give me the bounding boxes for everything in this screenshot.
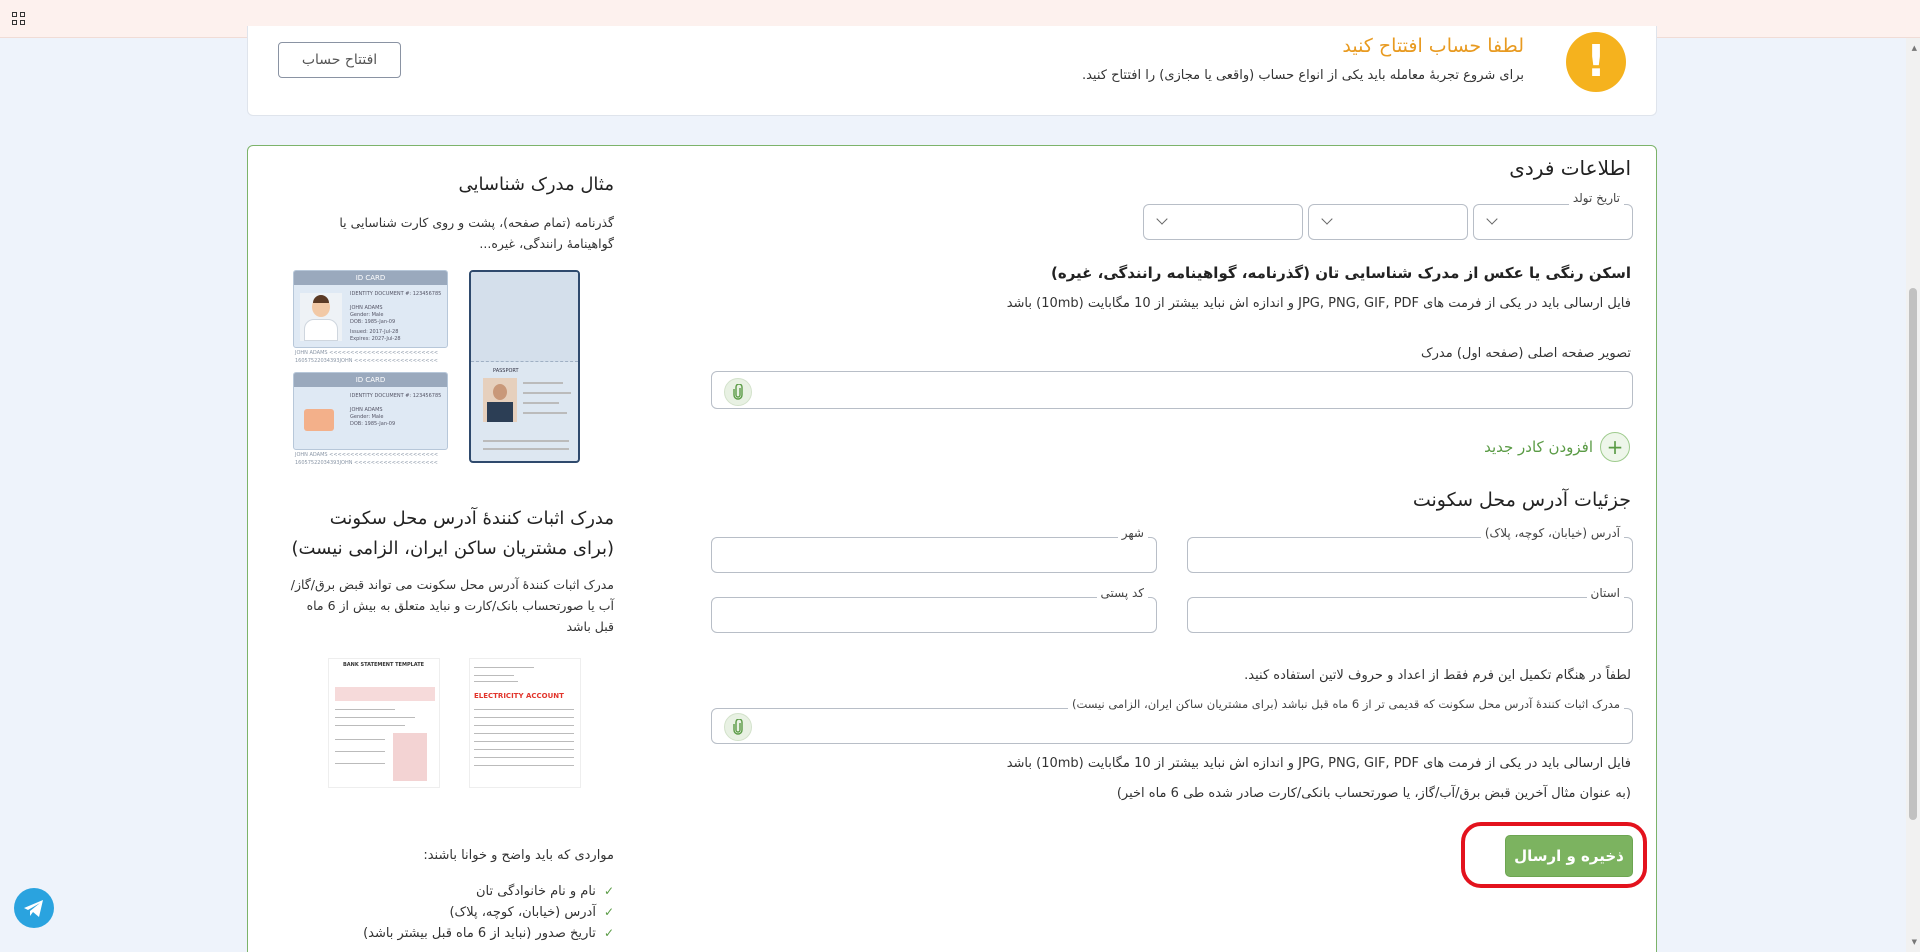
checklist-item: ✓نام و نام خانوادگی تان bbox=[475, 884, 614, 899]
main-page-label: تصویر صفحه اصلی (صفحه اول) مدرک bbox=[1421, 346, 1631, 361]
birth-date-label: تاریخ تولد bbox=[1569, 191, 1624, 205]
personal-info-title: اطلاعات فردی bbox=[1509, 156, 1631, 180]
save-submit-button[interactable]: ذخیره و ارسال bbox=[1505, 835, 1633, 877]
id-example-text: گذرنامه (تمام صفحه)، پشت و روی کارت شناسایی یا گواهینامهٔ رانندگی، غیره... bbox=[339, 215, 614, 251]
checklist-title: مواردی که باید واضح و خوانا باشند: bbox=[423, 848, 614, 863]
postal-code-label: کد پستی bbox=[1097, 586, 1149, 600]
city-label: شهر bbox=[1118, 526, 1148, 540]
bank-statement-image: BANK STATEMENT TEMPLATE bbox=[328, 658, 440, 788]
street-label: آدرس (خیابان، کوچه، پلاک) bbox=[1481, 526, 1624, 540]
id-card-back-image: ID CARD IDENTITY DOCUMENT #: 123456785 JOHN ADAMS Gender: Male DOB: 1985-Jan-09 bbox=[293, 372, 448, 450]
check-icon: ✓ bbox=[603, 884, 614, 898]
paperclip-icon[interactable] bbox=[724, 378, 752, 406]
address-proof-upload[interactable] bbox=[711, 708, 1633, 744]
passport-image: PASSPORT bbox=[469, 270, 580, 463]
street-input[interactable] bbox=[1187, 537, 1633, 573]
birth-day-select[interactable] bbox=[1473, 204, 1633, 240]
province-input[interactable] bbox=[1187, 597, 1633, 633]
check-icon: ✓ bbox=[603, 926, 614, 940]
telegram-icon[interactable] bbox=[14, 888, 54, 928]
scroll-down-icon[interactable]: ▼ bbox=[1911, 938, 1917, 946]
notice-text: برای شروع تجربهٔ معامله باید یکی از انواع حساب (واقعی یا مجازی) را افتتاح کنید. bbox=[1081, 68, 1524, 83]
scrollbar-thumb[interactable] bbox=[1909, 288, 1917, 820]
city-input[interactable] bbox=[711, 537, 1157, 573]
id-card-mrz-4: 16057522034393JOHN <<<<<<<<<<<<<<<<<<<< bbox=[295, 460, 438, 466]
address-title: جزئیات آدرس محل سکونت bbox=[1412, 489, 1631, 511]
scroll-up-icon[interactable]: ▲ bbox=[1911, 44, 1917, 52]
checklist-item: ✓آدرس (خیابان، کوچه، پلاک) bbox=[449, 905, 614, 920]
verification-form-card bbox=[247, 145, 1657, 952]
warning-icon: ! bbox=[1566, 32, 1626, 92]
notice-title: لطفا حساب افتتاح کنید bbox=[1342, 35, 1524, 57]
id-example-title: مثال مدرک شناسایی bbox=[458, 174, 614, 195]
id-card-front-image: ID CARD IDENTITY DOCUMENT #: 123456785 JOHN ADAMS Gender: Male DOB: 1985-Jan-09 Issued: 2017-Jul-28 Expires: 2027-Jul-28 bbox=[293, 270, 448, 348]
id-scan-formats: فایل ارسالی باید در یکی از فرمت های JPG, PNG, GIF, PDF و اندازه اش نباید بیشتر از 10 مگابایت (10mb) باشد bbox=[1006, 296, 1631, 311]
add-frame-plus-icon[interactable]: + bbox=[1600, 432, 1630, 462]
birth-month-select[interactable] bbox=[1308, 204, 1468, 240]
birth-year-select[interactable] bbox=[1143, 204, 1303, 240]
address-proof-example: (به عنوان مثال آخرین قبض برق/آب/گاز، یا صورتحساب بانکی/کارت صادر شده طی 6 ماه اخیر) bbox=[1116, 786, 1631, 801]
id-card-mrz-2: 16057522034393JOHN <<<<<<<<<<<<<<<<<<<< bbox=[295, 358, 438, 364]
id-card-mrz-1: JOHN ADAMS <<<<<<<<<<<<<<<<<<<<<<<<<< bbox=[295, 350, 439, 356]
apps-grid-icon[interactable] bbox=[12, 12, 26, 26]
open-account-notice bbox=[247, 26, 1657, 116]
id-card-mrz-3: JOHN ADAMS <<<<<<<<<<<<<<<<<<<<<<<<<< bbox=[295, 452, 439, 458]
check-icon: ✓ bbox=[603, 905, 614, 919]
paperclip-icon[interactable] bbox=[724, 713, 752, 741]
id-upload-field[interactable] bbox=[711, 371, 1633, 409]
checklist-item: ✓تاریخ صدور (نباید از 6 ماه قبل بیشتر باشد) bbox=[363, 926, 614, 941]
province-label: استان bbox=[1587, 586, 1624, 600]
id-scan-title: اسکن رنگی یا عکس از مدرک شناسایی تان (گذرنامه، گواهینامه رانندگی، غیره) bbox=[1050, 264, 1631, 282]
address-proof-formats: فایل ارسالی باید در یکی از فرمت های JPG, PNG, GIF, PDF و اندازه اش نباید بیشتر از 10 مگابایت (10mb) باشد bbox=[1006, 756, 1631, 771]
latin-note: لطفاً در هنگام تکمیل این فرم فقط از اعداد و حروف لاتین استفاده کنید. bbox=[1244, 668, 1631, 683]
address-proof-side-text: مدرک اثبات کنندهٔ آدرس محل سکونت می تواند قبض برق/گاز/آب یا صورتحساب بانک/کارت و نباید متعلق به بیش از 6 ماه قبل باشد bbox=[290, 577, 614, 634]
open-account-button[interactable]: افتتاح حساب bbox=[278, 42, 401, 78]
address-proof-side-title: مدرک اثبات کنندهٔ آدرس محل سکونت (برای مشتریان ساکن ایران، الزامی نیست) bbox=[291, 508, 614, 559]
add-frame-link[interactable]: افزودن کادر جدید bbox=[1484, 438, 1593, 456]
postal-code-input[interactable] bbox=[711, 597, 1157, 633]
electricity-bill-image: ELECTRICITY ACCOUNT bbox=[469, 658, 581, 788]
address-proof-label: مدرک اثبات کنندهٔ آدرس محل سکونت که قدیمی تر از 6 ماه قبل نباشد (برای مشتریان ساکن ایران، الزامی نیست) bbox=[1068, 697, 1624, 711]
